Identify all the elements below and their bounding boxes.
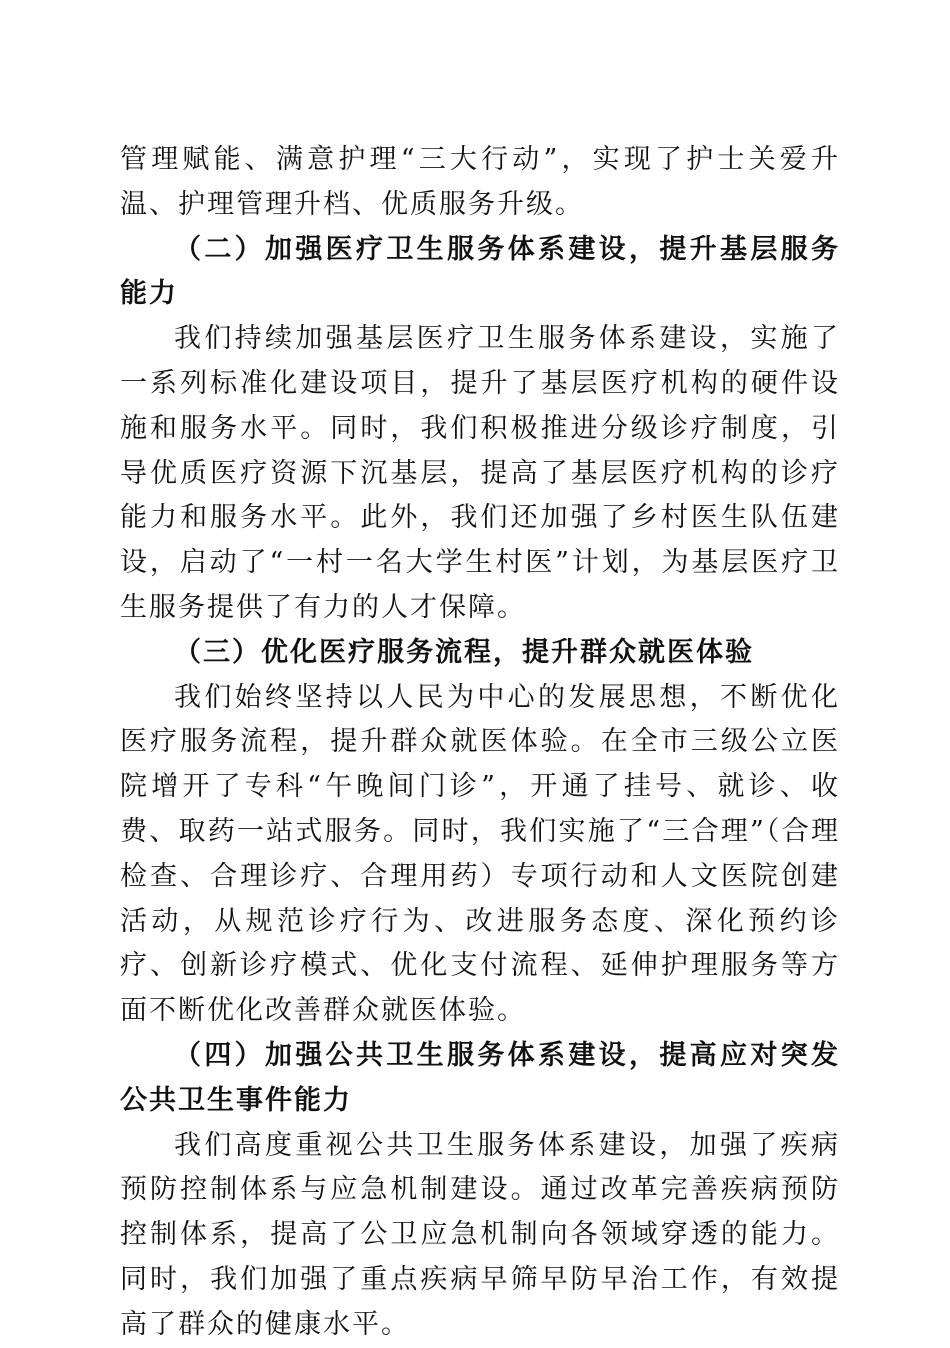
section-heading-2: （二）加强医疗卫生服务体系建设，提升基层服务能力	[120, 233, 840, 310]
paragraph-continuation: 管理赋能、满意护理“三大行动”，实现了护士关爱升温、护理管理升档、优质服务升级。	[120, 144, 840, 220]
paragraph-public-health: 我们高度重视公共卫生服务体系建设，加强了疾病预防控制体系与应急机制建设。通过改革完善疾病预防控制体系，提高了公卫应急机制向各领域穿透的能力。同时，我们加强了重点疾病早筛早防早治工作，有效提高了群众的健康水平。	[120, 1129, 840, 1340]
section-heading-3: （三）优化医疗服务流程，提升群众就医体验	[174, 636, 754, 668]
paragraph-grassroots-services: 我们持续加强基层医疗卫生服务体系建设，实施了一系列标准化建设项目，提升了基层医疗机构的硬件设施和服务水平。同时，我们积极推进分级诊疗制度，引导优质医疗资源下沉基层，提高了基层医疗机构的诊疗能力和服务水平。此外，我们还加强了乡村医生队伍建设，启动了“一村一名大学生村医”计划，为基层医疗卫生服务提供了有力的人才保障。	[120, 323, 840, 623]
section-heading-4: （四）加强公共卫生服务体系建设，提高应对突发公共卫生事件能力	[120, 1039, 840, 1116]
paragraph-service-process: 我们始终坚持以人民为中心的发展思想，不断优化医疗服务流程，提升群众就医体验。在全市三级公立医院增开了专科“午晚间门诊”，开通了挂号、就诊、收费、取药一站式服务。同时，我们实施了“三合理”（合理检查、合理诊疗、合理用药）专项行动和人文医院创建活动，从规范诊疗行为、改进服务态度、深化预约诊疗、创新诊疗模式、优化支付流程、延伸护理服务等方面不断优化改善群众就医体验。	[120, 681, 840, 1027]
document-page	[120, 138, 840, 1348]
